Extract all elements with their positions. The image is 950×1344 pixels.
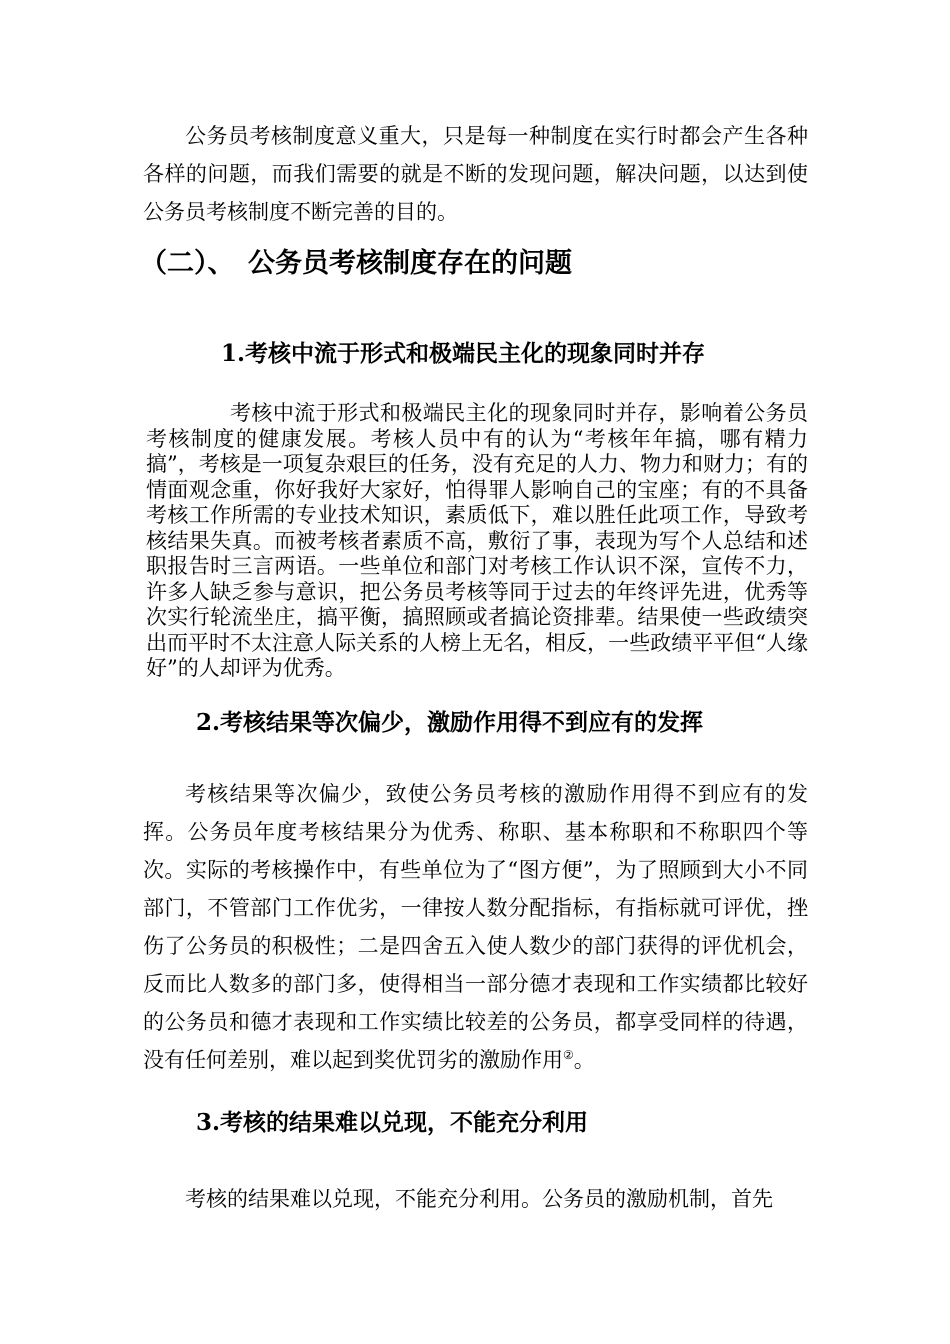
subsection-heading-3: 3.考核的结果难以兑现，不能充分利用 bbox=[196, 1109, 589, 1136]
subsection-body-2-text: 考核结果等次偏少，致使公务员考核的激励作用得不到应有的发挥。公务员年度考核结果分为优秀、称职、基本称职和不称职四个等次。实际的考核操作中，有些单位为了“图方便”，为了照顾到大小不同部门，不管部门工作优劣，一律按人数分配指标，有指标就可评优，挫伤了公务员的积极性；二是四舍五入使人数少的部门获得的评优机会，反而比人数多的部门多，使得相当一部分德才表现和工作实绩都比较好的公务员和德才表现和工作实绩比较差的公务员，都享受同样的待遇，没有任何差别，难以起到奖优罚劣的激励作用 bbox=[143, 782, 808, 1072]
subsection-heading-1: 1.考核中流于形式和极端民主化的现象同时并存 bbox=[221, 340, 706, 367]
intro-paragraph: 公务员考核制度意义重大，只是每一种制度在实行时都会产生各种各样的问题，而我们需要的就是不断的发现问题，解决问题，以达到使公务员考核制度不断完善的目的。 bbox=[143, 124, 808, 224]
subsection-body-1: 考核中流于形式和极端民主化的现象同时并存，影响着公务员考核制度的健康发展。考核人员中有的认为“考核年年搞，哪有精力搞”，考核是一项复杂艰巨的任务，没有充足的人力、物力和财力；有的情面观念重，你好我好大家好，怕得罪人影响自己的宝座；有的不具备考核工作所需的专业技术知识，素质低下，难以胜任此项工作，导致考核结果失真。而被考核者素质不高，敷衍了事，表现为写个人总结和述职报告时三言两语。一些单位和部门对考核工作认识不深，宣传不力，许多人缺乏参与意识，把公务员考核等同于过去的年终评先进，优秀等次实行轮流坐庄，搞平衡，搞照顾或者搞论资排辈。结果使一些政绩突出而平时不太注意人际关系的人榜上无名，相反，一些政绩平平但“人缘好”的人却评为优秀。 bbox=[146, 401, 808, 680]
footnote-marker: ② bbox=[563, 1048, 574, 1062]
subsection-body-2-tail: 。 bbox=[573, 1048, 595, 1072]
subsection-body-3: 考核的结果难以兑现，不能充分利用。公务员的激励机制，首先 bbox=[185, 1187, 773, 1211]
subsection-body-2 bbox=[143, 775, 808, 1079]
subsection-heading-2: 2.考核结果等次偏少，激励作用得不到应有的发挥 bbox=[196, 709, 704, 736]
section-heading: （二）、 公务员考核制度存在的问题 bbox=[140, 248, 572, 279]
